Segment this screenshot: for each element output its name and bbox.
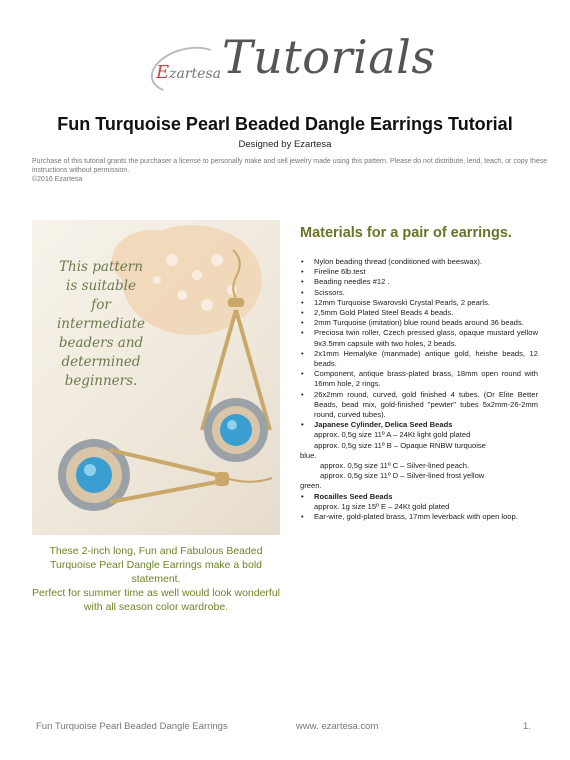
materials-item: approx. 0,5g size 11º A – 24Kt light gold plated — [314, 430, 471, 440]
materials-item: approx. 0,5g size 11º D – Silver-lined frost yellow — [320, 471, 485, 481]
designed-by: Designed by Ezartesa — [238, 139, 332, 150]
materials-item: • Beading needles #12 . — [300, 277, 538, 287]
materials-item: approx. 0,5g size 11º C – Silver-lined peach. — [320, 461, 470, 471]
footer-page-number: 1. — [523, 721, 531, 732]
earrings-caption — [32, 544, 280, 614]
earrings-photo — [32, 220, 280, 535]
materials-item: • 2x1mm Hemalyke (manmade) antique gold, heishe beads, 12 beads. — [300, 349, 538, 369]
license-notice — [32, 157, 552, 184]
caption-para-2: Perfect for summer time as well would look wonderful with all season color wardrobe. — [32, 587, 281, 613]
materials-title: Materials for a pair of earrings. — [300, 225, 512, 241]
page-title: Fun Turquoise Pearl Beaded Dangle Earrings Tutorial — [57, 114, 513, 134]
materials-list — [300, 257, 538, 522]
materials-item: • Ear-wire, gold-plated brass, 17mm leverback with open loop. — [300, 512, 538, 522]
materials-item: • 12mm Turquoise Swarovski Crystal Pearls, 2 pearls. — [300, 298, 538, 308]
materials-item: • Preciosa twin roller, Czech pressed glass, opaque mustard yellow 9x3.5mm capsule with two holes, 2 beads. — [300, 328, 538, 348]
logo-script: Tutorials — [222, 30, 436, 84]
materials-item: • Fireline 6lb.test — [300, 267, 538, 277]
materials-item: • Scissors. — [300, 288, 538, 298]
materials-item: • Nylon beading thread (conditioned with beeswax). — [300, 257, 538, 267]
materials-item: blue. — [300, 450, 317, 460]
materials-item: approx. 0,5g size 11º B – Opaque RNBW turquoise — [314, 440, 486, 450]
logo — [150, 28, 436, 98]
materials-item: • Component, antique brass-plated brass, 18mm open round with 16mm hole, 2 rings. — [300, 369, 538, 389]
skill-level-note: This pattern is suitable for intermediate beaders and determined beginners. — [56, 259, 146, 389]
materials-item: • 26x2mm round, curved, gold finished 4 tubes. (Or Elite Better Beads, bead mix, gold-finished "pewter" tubes 5x2mm-26-2mm round, curved tubes). — [300, 390, 538, 421]
materials-item: • 2,5mm Gold Plated Steel Beads 4 beads. — [300, 308, 538, 318]
materials-item: • Rocailles Seed Beads — [300, 492, 538, 502]
caption-para-1: These 2-inch long, Fun and Fabulous Beaded Turquoise Pearl Dangle Earrings make a bold statement. — [49, 545, 263, 585]
materials-item: approx. 1g size 15º E – 24Kt gold plated — [314, 501, 450, 511]
logo-brand: Ezartesa — [156, 62, 221, 83]
footer-website: www. ezartesa.com — [296, 721, 379, 732]
materials-item: • 2mm Turquoise (imitation) blue round beads around 36 beads. — [300, 318, 538, 328]
license-text: Purchase of this tutorial grants the purchaser a license to personally make and sell jewelry made using this pattern. Please do not distribute, lend, teach, or copy these instructions without permission. — [32, 158, 548, 174]
materials-item: • Japanese Cylinder, Delica Seed Beads — [300, 420, 538, 430]
footer-title: Fun Turquoise Pearl Beaded Dangle Earrings — [36, 721, 228, 732]
copyright: ©2016 Ezartesa — [32, 176, 83, 183]
materials-item: green. — [300, 481, 322, 491]
